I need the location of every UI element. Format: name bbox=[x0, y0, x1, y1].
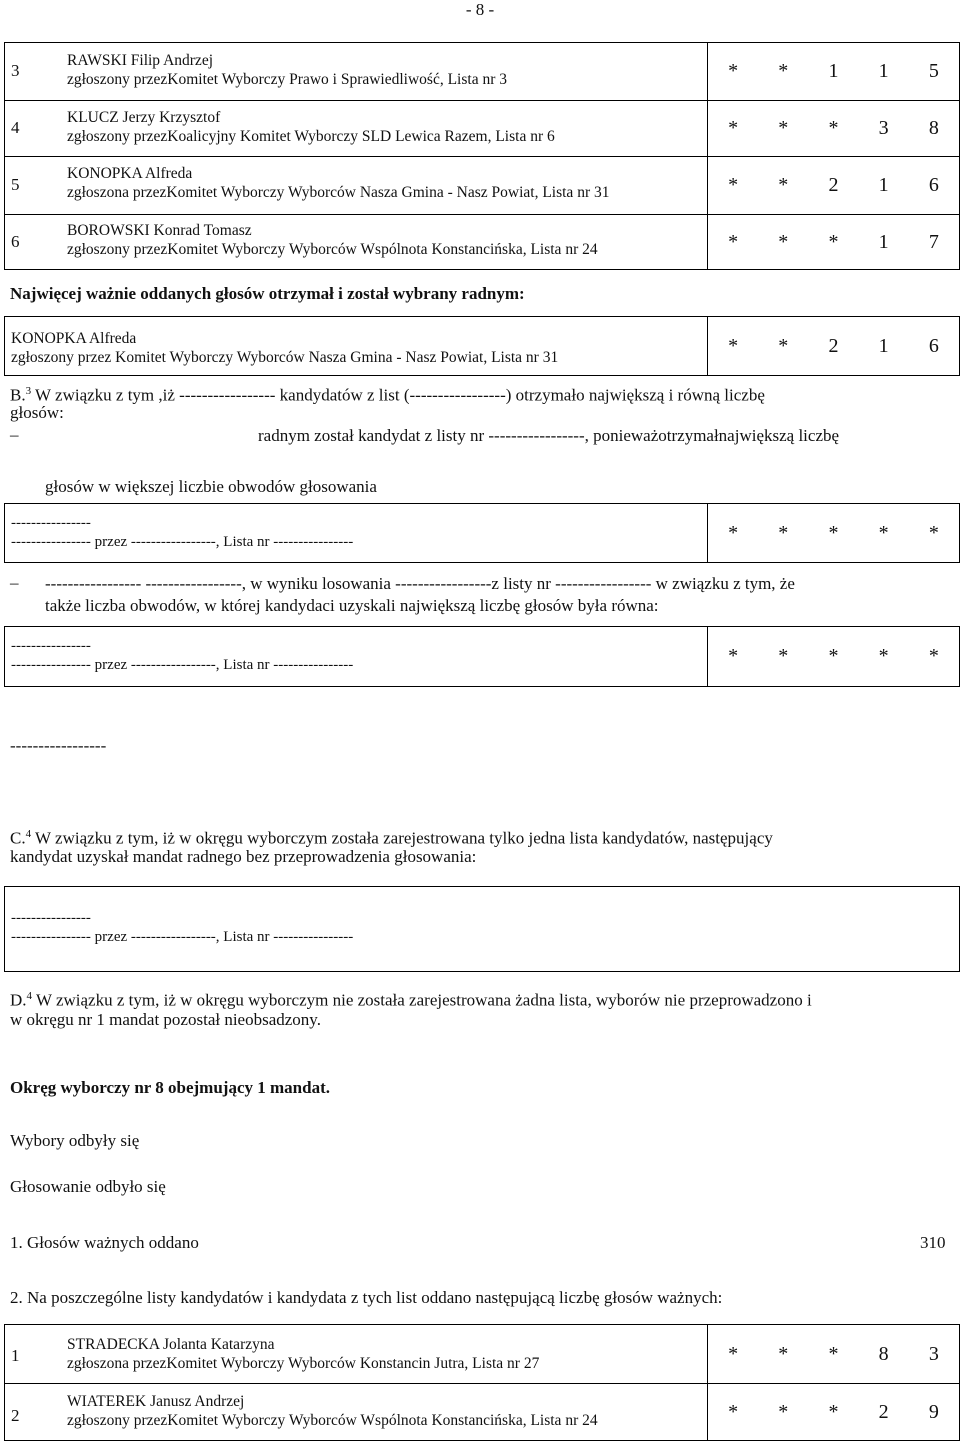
candidate-index: 1 bbox=[11, 1346, 20, 1365]
candidate-name: KONOPKA Alfreda bbox=[11, 330, 137, 347]
placeholder-candidate-box bbox=[4, 886, 960, 972]
digit: * bbox=[878, 521, 889, 544]
footnote-ref: 4 bbox=[26, 990, 33, 1002]
valid-votes-label: 1. Głosów ważnych oddano bbox=[10, 1233, 199, 1252]
candidate-name: WIATEREK Janusz Andrzej bbox=[67, 1393, 245, 1410]
digit: 1 bbox=[828, 60, 839, 82]
candidate-desc: zgłoszony przezKomitet Wyborczy Prawo i Sprawiedliwość, Lista nr 3 bbox=[67, 71, 507, 88]
placeholder-candidate-box bbox=[4, 626, 960, 687]
digit: * bbox=[778, 60, 789, 82]
digit: * bbox=[728, 60, 739, 82]
candidate-desc: zgłoszony przezKomitet Wyborczy Wyborców Wspólnota Konstancińska, Lista nr 24 bbox=[67, 241, 598, 258]
vote-digits bbox=[707, 317, 959, 375]
section-b-item1-line1: radnym został kandydat z listy nr -----------------, ponieważotrzymałnajwiększą liczbę bbox=[258, 426, 840, 445]
section-b-trailing: ----------------- bbox=[10, 736, 107, 755]
digit: 8 bbox=[928, 117, 939, 139]
candidate-name: BOROWSKI Konrad Tomasz bbox=[67, 222, 252, 239]
digit: * bbox=[828, 1342, 839, 1365]
elected-text bbox=[11, 329, 558, 367]
digit: * bbox=[728, 117, 739, 139]
digit: * bbox=[778, 230, 789, 253]
section-d-line1 bbox=[10, 985, 952, 1012]
candidate-row bbox=[4, 42, 960, 101]
vote-digits bbox=[707, 101, 959, 156]
digit: * bbox=[778, 1342, 789, 1365]
vote-digits bbox=[707, 627, 959, 686]
section-b-item2-line2: także liczba obwodów, w której kandydaci uzyskali największą liczbę głosów była równa: bbox=[45, 596, 659, 615]
placeholder-text bbox=[11, 909, 353, 947]
digit: * bbox=[928, 521, 939, 544]
candidate-desc: zgłoszony przezKoalicyjny Komitet Wyborczy SLD Lewica Razem, Lista nr 6 bbox=[67, 128, 555, 145]
voting-held: Głosowanie odbyło się bbox=[10, 1177, 166, 1196]
candidate-name: STRADECKA Jolanta Katarzyna bbox=[67, 1336, 275, 1353]
vote-digits bbox=[707, 1384, 959, 1440]
district-heading: Okręg wyborczy nr 8 obejmujący 1 mandat. bbox=[10, 1078, 330, 1097]
candidate-text bbox=[67, 164, 609, 202]
digit: * bbox=[728, 521, 739, 544]
digit: * bbox=[778, 521, 789, 544]
page-number: - 8 - bbox=[465, 0, 495, 19]
candidate-desc: zgłoszona przezKomitet Wyborczy Wyborców Konstancin Jutra, Lista nr 27 bbox=[67, 1355, 540, 1372]
placeholder-text bbox=[11, 637, 353, 675]
digit: 2 bbox=[828, 334, 839, 357]
elections-held: Wybory odbyły się bbox=[10, 1131, 140, 1150]
digit: 5 bbox=[928, 60, 939, 82]
placeholder-candidate-box bbox=[4, 503, 960, 563]
candidate-index: 4 bbox=[11, 118, 20, 137]
candidate-row bbox=[4, 156, 960, 215]
digit: * bbox=[728, 645, 739, 667]
placeholder-text bbox=[11, 514, 353, 552]
candidate-name: KLUCZ Jerzy Krzysztof bbox=[67, 109, 221, 126]
section-c-line2: kandydat uzyskał mandat radnego bez przeprowadzenia głosowania: bbox=[10, 847, 477, 866]
section-b-text: W związku z tym ,iż ----------------- kandydatów z list (-----------------) otrzymało największą i równą liczbę bbox=[31, 385, 765, 405]
digit: 1 bbox=[878, 60, 889, 82]
digit: 6 bbox=[928, 174, 939, 196]
placeholder-line: ---------------- przez -----------------, Lista nr ---------------- bbox=[11, 657, 354, 673]
section-b-label: B. bbox=[10, 385, 26, 405]
digit: 3 bbox=[878, 117, 889, 139]
digit: * bbox=[878, 645, 889, 667]
candidate-row bbox=[4, 100, 960, 157]
candidate-row bbox=[4, 214, 960, 270]
candidate-text bbox=[67, 1392, 598, 1430]
candidate-text bbox=[67, 1335, 539, 1373]
placeholder-line: ---------------- bbox=[11, 638, 91, 654]
digit: * bbox=[778, 174, 789, 196]
digit: * bbox=[828, 521, 839, 544]
digit: * bbox=[778, 1400, 789, 1423]
digit: * bbox=[928, 645, 939, 667]
valid-votes-value: 310 bbox=[920, 1233, 946, 1252]
digit: * bbox=[828, 645, 839, 667]
placeholder-line: ---------------- przez -----------------, Lista nr ---------------- bbox=[11, 929, 354, 945]
section-b-item2-line1: ----------------- -----------------, w wyniku losowania -----------------z listy nr ----------------- w związku z tym, że bbox=[45, 574, 795, 593]
digit: * bbox=[828, 1400, 839, 1423]
list-dash: – bbox=[10, 425, 19, 444]
candidate-index: 6 bbox=[11, 232, 20, 251]
candidate-desc: zgłoszony przezKomitet Wyborczy Wyborców Wspólnota Konstancińska, Lista nr 24 bbox=[67, 1412, 598, 1429]
digit: * bbox=[778, 117, 789, 139]
candidate-text bbox=[67, 51, 507, 89]
digit: * bbox=[828, 117, 839, 139]
elected-row bbox=[4, 316, 960, 376]
digit: * bbox=[728, 230, 739, 253]
digit: * bbox=[778, 645, 789, 667]
candidate-index: 2 bbox=[11, 1406, 20, 1425]
placeholder-line: ---------------- przez -----------------, Lista nr ---------------- bbox=[11, 534, 354, 550]
digit: 1 bbox=[878, 174, 889, 196]
vote-digits bbox=[707, 157, 959, 214]
section-c-label: C. bbox=[10, 828, 26, 848]
candidate-name: KONOPKA Alfreda bbox=[67, 165, 193, 182]
digit: 7 bbox=[928, 230, 939, 253]
section-b-line2: głosów: bbox=[10, 403, 64, 422]
digit: 1 bbox=[878, 334, 889, 357]
digit: * bbox=[778, 334, 789, 357]
footnote-ref: 3 bbox=[25, 385, 32, 397]
candidate-row bbox=[4, 1383, 960, 1441]
per-list-label: 2. Na poszczególne listy kandydatów i kandydata z tych list oddano następującą liczbę głosów ważnych: bbox=[10, 1288, 723, 1307]
candidate-row bbox=[4, 1324, 960, 1384]
candidate-text bbox=[67, 221, 598, 259]
digit: * bbox=[728, 174, 739, 196]
digit: 9 bbox=[928, 1400, 939, 1423]
vote-digits bbox=[707, 504, 959, 562]
section-d-text: W związku z tym, iż w okręgu wyborczym nie została zarejestrowana żadna lista, wyborów nie przeprowadzono i bbox=[32, 990, 812, 1010]
section-d-label: D. bbox=[10, 990, 27, 1010]
candidate-desc: zgłoszona przezKomitet Wyborczy Wyborców Nasza Gmina - Nasz Powiat, Lista nr 31 bbox=[67, 184, 610, 201]
digit: 1 bbox=[878, 230, 889, 253]
digit: 8 bbox=[878, 1342, 889, 1365]
candidate-index: 3 bbox=[11, 61, 20, 80]
section-b-line1 bbox=[10, 380, 952, 407]
digit: 3 bbox=[928, 1342, 939, 1365]
candidate-text bbox=[67, 108, 555, 146]
vote-digits bbox=[707, 215, 959, 269]
candidate-index: 5 bbox=[11, 175, 20, 194]
digit: * bbox=[828, 230, 839, 253]
digit: 2 bbox=[878, 1400, 889, 1423]
digit: 6 bbox=[928, 334, 939, 357]
section-d-line2: w okręgu nr 1 mandat pozostał nieobsadzony. bbox=[10, 1010, 321, 1029]
footnote-ref: 4 bbox=[25, 828, 32, 840]
digit: * bbox=[728, 1342, 739, 1365]
vote-digits bbox=[707, 43, 959, 100]
section-c-text: W związku z tym, iż w okręgu wyborczym została zarejestrowana tylko jedna lista kandydatów, następujący bbox=[31, 828, 773, 848]
candidate-name: RAWSKI Filip Andrzej bbox=[67, 52, 214, 69]
digit: * bbox=[728, 1400, 739, 1423]
elected-heading: Najwięcej ważnie oddanych głosów otrzymał i został wybrany radnym: bbox=[10, 284, 525, 303]
placeholder-line: ---------------- bbox=[11, 910, 91, 926]
section-b-item1-line2: głosów w większej liczbie obwodów głosowania bbox=[45, 477, 377, 496]
digit: * bbox=[728, 334, 739, 357]
digit: 2 bbox=[828, 174, 839, 196]
placeholder-line: ---------------- bbox=[11, 515, 91, 531]
vote-digits bbox=[707, 1325, 959, 1383]
list-dash: – bbox=[10, 573, 19, 592]
candidate-desc: zgłoszony przez Komitet Wyborczy Wyborców Nasza Gmina - Nasz Powiat, Lista nr 31 bbox=[11, 349, 559, 366]
